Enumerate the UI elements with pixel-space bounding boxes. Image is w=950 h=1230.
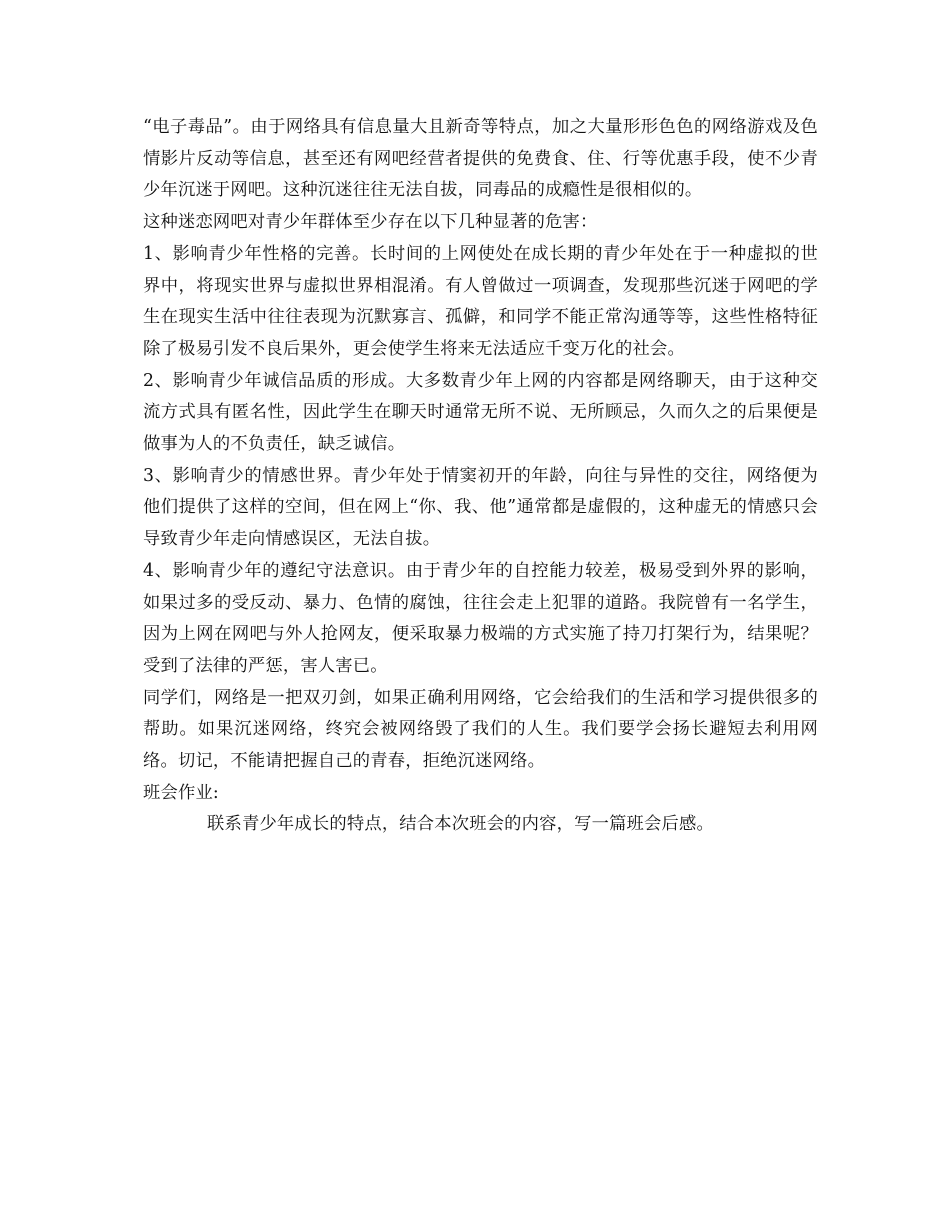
paragraph-harm-personality: 1、影响青少年性格的完善。长时间的上网使处在成长期的青少年处在于一种虚拟的世界中，将现实世界与虚拟世界相混淆。有人曾做过一项调查，发现那些沉迷于网吧的学生在现实生活中往往表现为沉默寡言、孤僻，和同学不能正常沟通等等，这些性格特征除了极易引发不良后果外，更会使学生将来无法适应千变万化的社会。 [143,243,818,359]
paragraph-harm-integrity: 2、影响青少年诚信品质的形成。大多数青少年上网的内容都是网络聊天，由于这种交流方式具有匿名性，因此学生在聊天时通常无所不说、无所顾忌，久而久之的后果便是做事为人的不负责任，缺乏诚信。 [143,370,818,455]
paragraph-harms-intro: 这种迷恋网吧对青少年群体至少存在以下几种显著的危害： [143,212,598,233]
homework-text: 联系青少年成长的特点，结合本次班会的内容，写一篇班会后感。 [207,814,714,835]
document-body [143,112,818,841]
paragraph-harm-law: 4、影响青少年的遵纪守法意识。由于青少年的自控能力较差，极易受到外界的影响，如果过多的受反动、暴力、色情的腐蚀，往往会走上犯罪的道路。我院曾有一名学生，因为上网在网吧与外人抢网友，便采取暴力极端的方式实施了持刀打架行为，结果呢？受到了法律的严惩，害人害已。 [143,560,818,676]
paragraph-conclusion: 同学们，网络是一把双刃剑，如果正确利用网络，它会给我们的生活和学习提供很多的帮助。如果沉迷网络，终究会被网络毁了我们的人生。我们要学会扬长避短去利用网络。切记，不能请把握自己的青春，拒绝沉迷网络。 [143,687,818,772]
homework-heading: 班会作业: [143,782,219,803]
paragraph-electronic-drug: “电子毒品”。由于网络具有信息量大且新奇等特点，加之大量形形色色的网络游戏及色情影片反动等信息，甚至还有网吧经营者提供的免费食、住、行等优惠手段，使不少青少年沉迷于网吧。这种沉迷往往无法自拔，同毒品的成瘾性是很相似的。 [143,117,818,201]
paragraph-harm-emotion: 3、影响青少的情感世界。青少年处于情窦初开的年龄，向往与异性的交往，网络便为他们提供了这样的空间，但在网上“你、我、他”通常都是虚假的，这种虚无的情感只会导致青少年走向情感误区，无法自拔。 [143,465,818,550]
